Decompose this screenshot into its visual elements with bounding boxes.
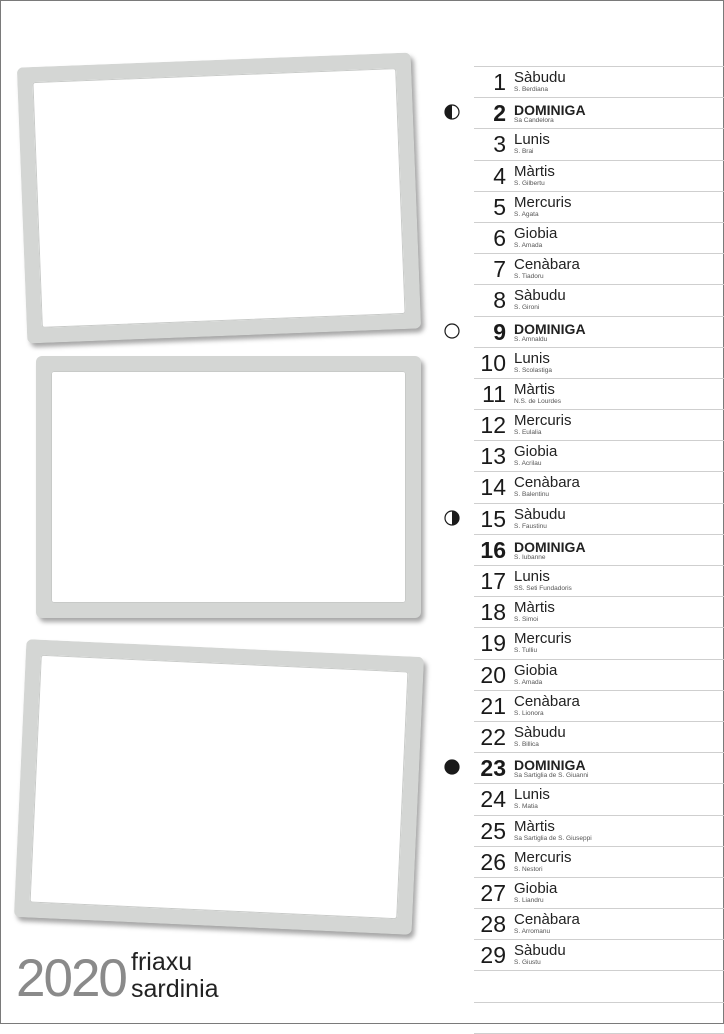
day-row: [474, 223, 724, 254]
saint-name: SS. Seti Fundadoris: [514, 585, 572, 592]
day-number: 10: [480, 349, 506, 376]
saint-name: S. Tiadoru: [514, 273, 544, 281]
saint-name: S. Berdiana: [514, 86, 548, 93]
day-number: 8: [493, 287, 506, 314]
saint-name: Sa Sartiglia de S. Giuanni: [514, 772, 589, 780]
day-name: Sàbudu: [514, 287, 566, 305]
day-row: [474, 472, 724, 503]
day-number: 3: [493, 131, 506, 158]
saint-name: S. Matia: [514, 803, 538, 811]
day-number: 29: [480, 942, 506, 969]
day-number: 6: [493, 224, 506, 251]
saint-name: S. Billica: [514, 740, 539, 748]
day-number: 23: [480, 755, 506, 782]
day-number: 22: [480, 723, 506, 750]
day-row: [474, 784, 724, 815]
day-name: Màrtis: [514, 599, 555, 617]
day-number: 19: [480, 630, 506, 657]
saint-name: S. Balentinu: [514, 491, 550, 499]
day-number: 5: [493, 193, 506, 220]
day-name: DOMINIGA: [514, 757, 586, 774]
day-row: [474, 441, 724, 472]
day-row: [474, 535, 724, 566]
day-name: Màrtis: [514, 162, 555, 180]
day-row: [474, 691, 724, 722]
day-number: 20: [480, 661, 506, 688]
day-name: Mercuris: [514, 412, 572, 430]
day-name: Sàbudu: [514, 723, 566, 741]
saint-name: S. Eulalia: [514, 429, 542, 437]
moon-phase-first-quarter-icon: [444, 104, 460, 120]
day-row: [474, 753, 724, 784]
day-name: Sàbudu: [514, 69, 566, 86]
day-name: Cenàbara: [514, 474, 580, 492]
day-name: DOMINIGA: [514, 538, 586, 555]
blank-row: [474, 1003, 724, 1034]
day-row: [474, 161, 724, 192]
day-row: [474, 129, 724, 160]
day-number: 12: [480, 412, 506, 439]
day-number: 7: [493, 256, 506, 283]
saint-name: S. Arromanu: [514, 928, 551, 936]
day-name: Giobia: [514, 224, 558, 242]
place-title: sardinia: [131, 975, 219, 1003]
day-number: 25: [480, 817, 506, 844]
day-name: Mercuris: [514, 193, 572, 211]
photo-placeholder[interactable]: [32, 68, 405, 328]
day-row: [474, 504, 724, 535]
saint-name: S. Brai: [514, 148, 534, 156]
day-number: 2: [493, 100, 506, 127]
saint-name: S. Amnaldu: [514, 335, 548, 343]
saint-name: S. Simoi: [514, 616, 539, 624]
day-name: Giobia: [514, 661, 558, 679]
day-name: Giobia: [514, 879, 558, 897]
saint-name: S. Iubanne: [514, 553, 546, 561]
saint-name: S. Faustinu: [514, 522, 547, 530]
day-number: 28: [480, 911, 506, 938]
year-title: 2020: [16, 949, 126, 1008]
day-name: Màrtis: [514, 380, 555, 398]
photo-placeholder[interactable]: [30, 655, 409, 919]
day-row: [474, 379, 724, 410]
day-row: [474, 909, 724, 940]
saint-name: S. Amada: [514, 678, 543, 686]
day-name: Lunis: [514, 349, 550, 367]
saint-name: S. Gironi: [514, 304, 540, 312]
day-row: [474, 348, 724, 379]
day-number: 4: [493, 162, 506, 189]
day-name: Mercuris: [514, 848, 572, 866]
day-name: Giobia: [514, 443, 558, 461]
day-name: DOMINIGA: [514, 102, 586, 119]
day-name: Lunis: [514, 568, 550, 585]
day-number: 9: [493, 318, 506, 345]
saint-name: S. Amada: [514, 241, 543, 249]
saint-name: S. Scolastiga: [514, 366, 552, 374]
saint-name: S. Lionora: [514, 709, 544, 717]
day-number: 14: [480, 474, 506, 501]
day-row: [474, 660, 724, 691]
day-number: 16: [480, 536, 506, 563]
blank-row: [474, 971, 724, 1002]
day-row: [474, 847, 724, 878]
month-title: friaxu: [131, 948, 193, 976]
day-number: 18: [480, 599, 506, 626]
day-number: 24: [480, 786, 506, 813]
saint-name: S. Liandru: [514, 896, 544, 904]
day-name: Cenàbara: [514, 692, 580, 710]
day-name: Sàbudu: [514, 505, 566, 523]
saint-name: S. Agata: [514, 210, 539, 218]
day-row: [474, 410, 724, 441]
day-row: [474, 566, 724, 597]
day-row: [474, 816, 724, 847]
day-number: 26: [480, 848, 506, 875]
day-name: Màrtis: [514, 817, 555, 835]
day-list: [474, 66, 724, 1034]
saint-name: S. Tulliu: [514, 647, 538, 655]
photo-frame-1: [17, 53, 421, 344]
day-row: [474, 192, 724, 223]
saint-name: S. Nestori: [514, 865, 543, 873]
moon-phase-last-quarter-icon: [444, 510, 460, 526]
day-number: 15: [480, 505, 506, 532]
day-number: 17: [480, 568, 506, 594]
day-name: Lunis: [514, 131, 550, 149]
day-number: 21: [480, 692, 506, 719]
day-row: [474, 98, 724, 129]
day-number: 1: [493, 69, 506, 95]
day-row: [474, 597, 724, 628]
day-row: [474, 722, 724, 753]
day-name: Lunis: [514, 786, 550, 804]
photo-placeholder[interactable]: [51, 371, 406, 603]
saint-name: S. Acrilau: [514, 460, 542, 468]
photo-frame-3: [14, 639, 424, 935]
saint-name: N.S. de Lourdes: [514, 397, 561, 405]
photo-frame-2: [36, 356, 421, 618]
day-row: [474, 878, 724, 909]
day-row: [474, 66, 724, 98]
day-number: 13: [480, 443, 506, 470]
day-row: [474, 628, 724, 659]
day-row: [474, 285, 724, 316]
day-name: Cenàbara: [514, 911, 580, 929]
moon-phase-full-icon: [444, 323, 460, 339]
saint-name: Sa Candelora: [514, 117, 554, 125]
day-name: Mercuris: [514, 630, 572, 648]
day-name: Cenàbara: [514, 256, 580, 274]
saint-name: Sa Sartiglia de S. Giuseppi: [514, 834, 592, 842]
saint-name: S. Giustu: [514, 959, 541, 967]
day-row: [474, 254, 724, 285]
day-row: [474, 317, 724, 348]
day-name: Sàbudu: [514, 942, 566, 960]
day-row: [474, 940, 724, 971]
saint-name: S. Gilbertu: [514, 179, 545, 187]
moon-phase-new-icon: [444, 759, 460, 775]
day-number: 27: [480, 879, 506, 906]
day-name: DOMINIGA: [514, 320, 586, 337]
day-number: 11: [482, 380, 506, 407]
